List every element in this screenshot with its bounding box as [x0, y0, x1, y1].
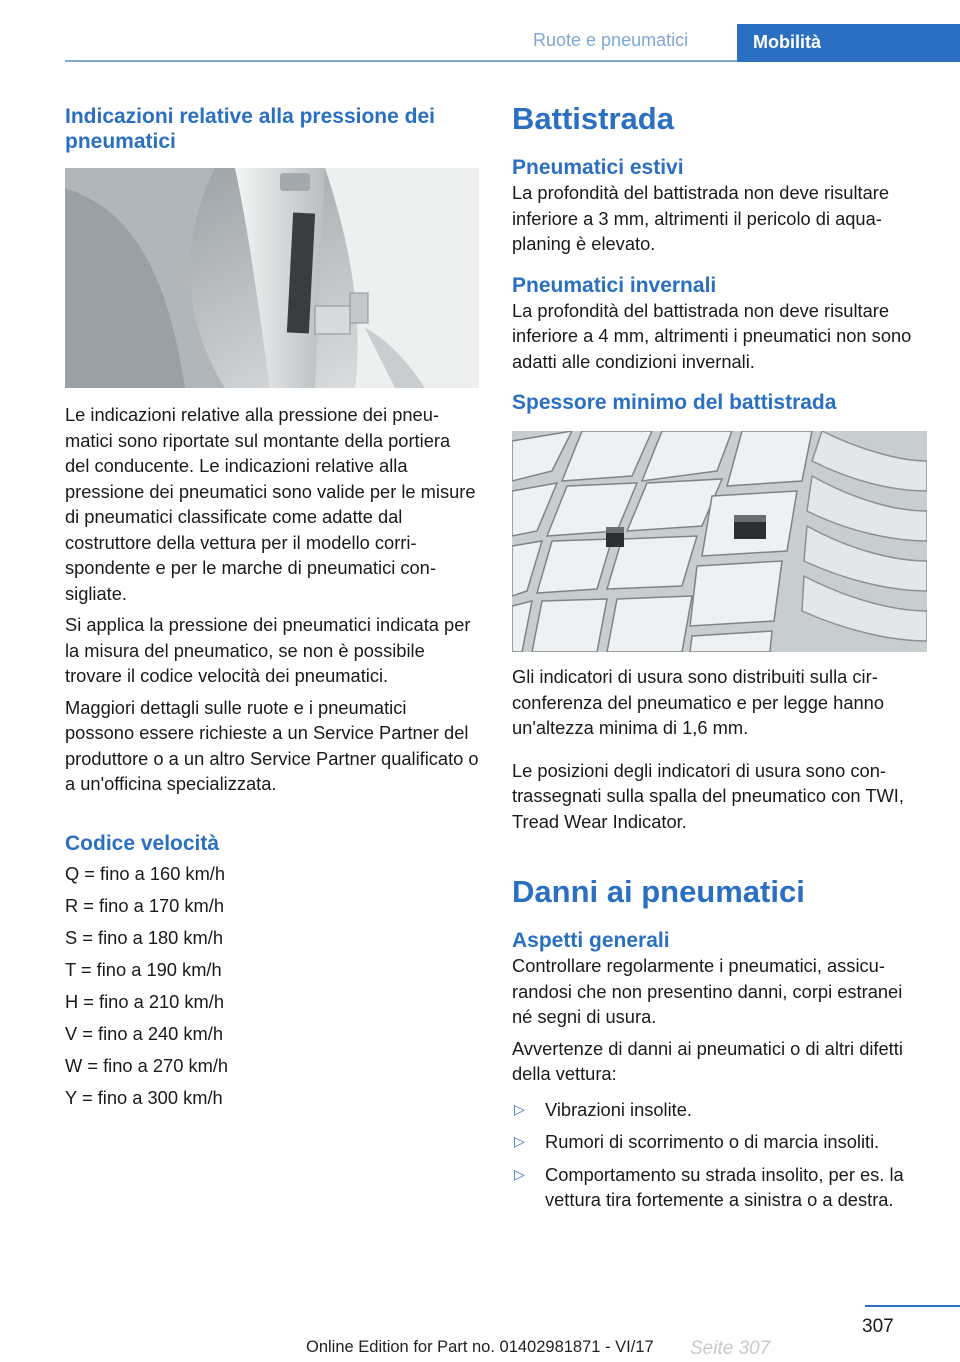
damage-warning-text: Avvertenze di danni ai pneumatici o di altri difetti della vettura:	[512, 1037, 903, 1084]
twi-paragraph: Le posizioni degli indicatori di usura sono contrassegnati sulla spalla del pneumatico con TWI, Tread Wear Indicator.	[512, 759, 904, 832]
speed-code-item: T = fino a 190 km/h	[65, 958, 222, 980]
list-item-text: Comportamento su strada insolito, per es. la vettura tira fortemente a sinistra o a destra.	[545, 1163, 904, 1210]
header-chapter-tab: Mobilità	[737, 24, 960, 62]
speed-code-item: S = fino a 180 km/h	[65, 926, 224, 948]
speed-code-item: H = fino a 210 km/h	[65, 990, 225, 1012]
edition-footer: Online Edition for Part no. 01402981871 - VI/17	[306, 1338, 654, 1356]
summer-tires-text: La profondità del battistrada non deve risultare inferiore a 3 mm, altrimenti il pericolo di aquaplaning è elevato.	[512, 182, 890, 254]
triangle-bullet-icon: ▷	[514, 1165, 525, 1182]
right-column	[512, 101, 927, 1220]
door-pillar-image	[65, 168, 479, 388]
damage-signs-list	[512, 1097, 927, 1213]
tire-pressure-heading: Indicazioni relative alla pressione dei pneumatici	[65, 105, 435, 153]
service-partner-paragraph: Maggiori dettagli sulle ruote e i pneumatici possono essere richieste a un Service Partner del produttore o a un altro Service Partner qualificato o a un'officina specializzata.	[65, 696, 479, 794]
winter-tires-heading: Pneumatici invernali	[512, 273, 717, 297]
speed-code-item: Y = fino a 300 km/h	[65, 1086, 223, 1108]
pressure-location-paragraph: Le indicazioni relative alla pressione dei pneumatici sono riportate sul montante della portiera del conducente. Le indicazioni relative alla pressione dei pneumatici sono valide per le misure di pneumatici classificate come adatte dal costruttore della vettura per il modello corrispondente e per le marche di pneumatici consigliate.	[65, 404, 476, 604]
speed-code-item: W = fino a 270 km/h	[65, 1054, 229, 1076]
list-item-text: Vibrazioni insolite.	[545, 1098, 693, 1120]
list-item	[512, 1097, 927, 1123]
list-item	[512, 1162, 927, 1213]
speed-code-item: V = fino a 240 km/h	[65, 1022, 224, 1044]
summer-tires-heading: Pneumatici estivi	[512, 156, 684, 179]
door-pillar-illustration	[65, 168, 479, 388]
footer-rule	[865, 1305, 960, 1307]
tread-wear-image	[512, 431, 927, 652]
triangle-bullet-icon: ▷	[514, 1133, 525, 1149]
tire-damage-title: Danni ai pneumatici	[512, 874, 805, 909]
pressure-apply-paragraph: Si applica la pressione dei pneumatici indicata per la misura del pneumatico, se non è possibile trovare il codice velocità dei pneumatici.	[65, 614, 471, 686]
triangle-bullet-icon: ▷	[514, 1100, 525, 1117]
page-number: 307	[862, 1316, 894, 1337]
speed-code-heading: Codice velocità	[65, 831, 220, 855]
minimum-tread-heading: Spessore minimo del battistrada	[512, 391, 837, 414]
wear-indicator-paragraph: Gli indicatori di usura sono distribuiti sulla circonferenza del pneumatico e per legge hanno un'altezza minima di 1,6 mm.	[512, 666, 884, 738]
speed-code-item: Q = fino a 160 km/h	[65, 862, 226, 884]
watermark: Seite 307	[690, 1338, 771, 1359]
list-item	[512, 1129, 927, 1155]
tread-title: Battistrada	[512, 101, 674, 136]
list-item-text: Rumori di scorrimento o di marcia insoliti.	[545, 1131, 880, 1152]
general-aspects-heading: Aspetti generali	[512, 929, 670, 952]
speed-code-list	[65, 861, 479, 1117]
general-aspects-text: Controllare regolarmente i pneumatici, assicurandosi che non presentino danni, corpi estranei né segni di usura.	[512, 955, 903, 1027]
winter-tires-text: La profondità del battistrada non deve risultare inferiore a 4 mm, altrimenti i pneumatici non sono adatti alle condizioni invernali.	[512, 299, 912, 372]
tread-wear-illustration	[512, 431, 927, 652]
left-column	[65, 104, 479, 1117]
header-section-title: Ruote e pneumatici	[533, 30, 689, 50]
speed-code-item: R = fino a 170 km/h	[65, 894, 225, 916]
